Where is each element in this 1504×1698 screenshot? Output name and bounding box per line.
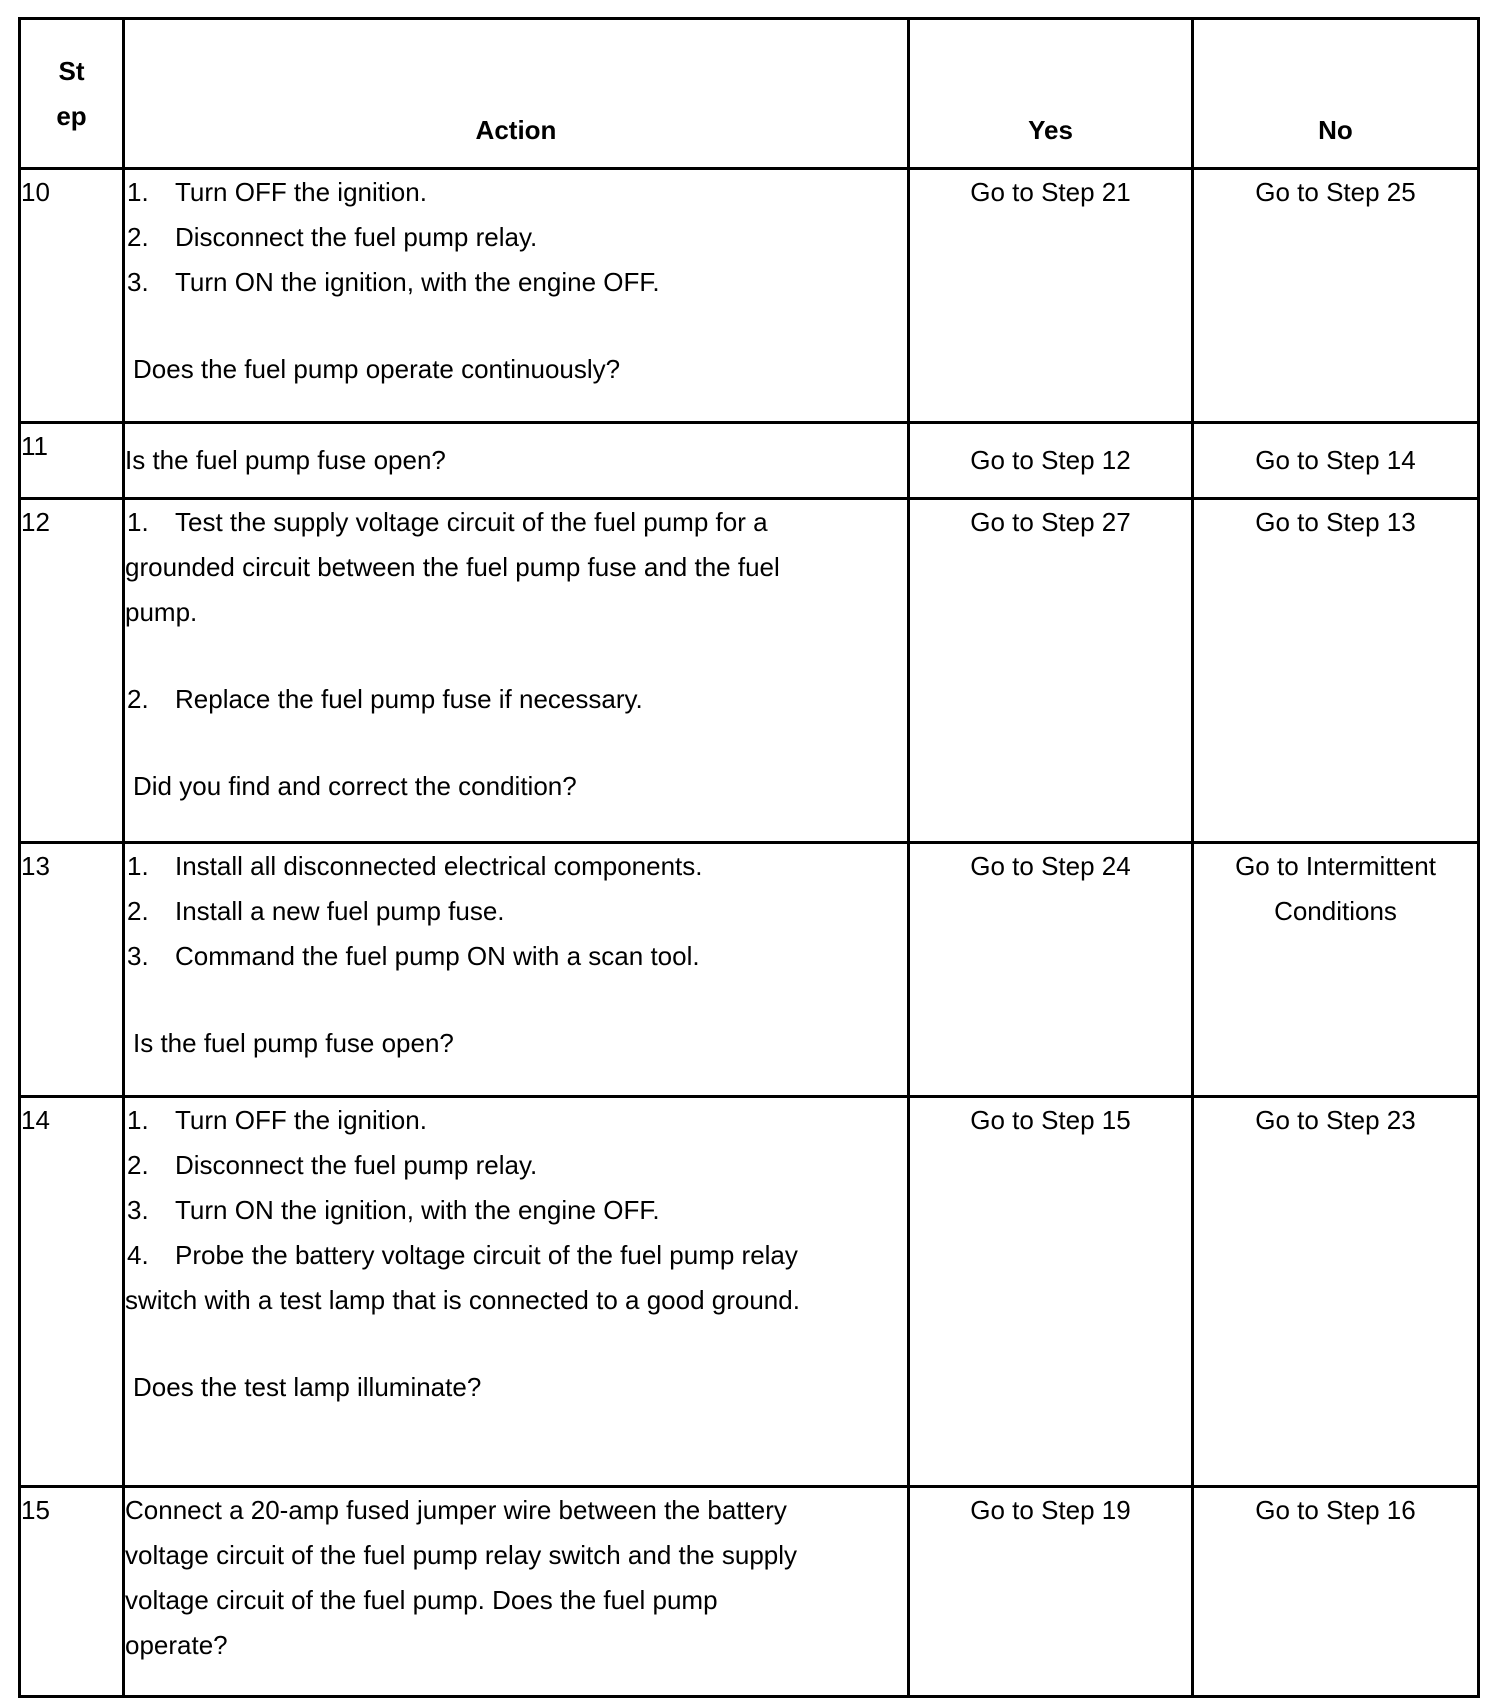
table-row <box>20 1097 1479 1487</box>
action-cell <box>124 499 909 843</box>
list-item: 2. Replace the fuel pump fuse if necessary. <box>127 684 643 714</box>
list-item: 2. Disconnect the fuel pump relay. <box>127 222 538 252</box>
header-step: St ep <box>20 19 124 169</box>
yes-cell: Go to Step 27 <box>909 499 1193 843</box>
header-yes: Yes <box>909 19 1193 169</box>
list-item: 4. Probe the battery voltage circuit of the fuel pump relay switch with a test lamp that is connected to a good ground. <box>125 1240 800 1315</box>
no-cell: Go to Intermittent Conditions <box>1193 843 1479 1097</box>
table-row <box>20 843 1479 1097</box>
table-row <box>20 499 1479 843</box>
yes-cell: Go to Step 19 <box>909 1487 1193 1697</box>
step-number: 11 <box>20 423 124 499</box>
header-no: No <box>1193 19 1479 169</box>
question-text: Does the test lamp illuminate? <box>133 1372 482 1402</box>
action-cell <box>124 1487 909 1697</box>
yes-cell: Go to Step 21 <box>909 169 1193 423</box>
no-cell: Go to Step 16 <box>1193 1487 1479 1697</box>
no-cell: Go to Step 13 <box>1193 499 1479 843</box>
step-number: 13 <box>20 843 124 1097</box>
yes-cell: Go to Step 24 <box>909 843 1193 1097</box>
step-number: 10 <box>20 169 124 423</box>
no-cell: Go to Step 14 <box>1193 423 1479 499</box>
no-cell: Go to Step 25 <box>1193 169 1479 423</box>
header-action: Action <box>124 19 909 169</box>
action-cell <box>124 1097 909 1487</box>
step-number: 12 <box>20 499 124 843</box>
no-cell: Go to Step 23 <box>1193 1097 1479 1487</box>
question-text: Is the fuel pump fuse open? <box>125 445 446 475</box>
table-row <box>20 169 1479 423</box>
question-text: Did you find and correct the condition? <box>133 771 577 801</box>
step-number: 15 <box>20 1487 124 1697</box>
action-cell <box>124 843 909 1097</box>
diagnostic-table <box>18 17 1480 1698</box>
list-item: 2. Install a new fuel pump fuse. <box>127 896 505 926</box>
list-item: 2. Disconnect the fuel pump relay. <box>127 1150 538 1180</box>
header-row <box>20 19 1479 169</box>
yes-cell: Go to Step 15 <box>909 1097 1193 1487</box>
step-number: 14 <box>20 1097 124 1487</box>
list-item: 3. Command the fuel pump ON with a scan tool. <box>127 941 700 971</box>
table-row <box>20 1487 1479 1697</box>
list-item: 1. Turn OFF the ignition. <box>127 1105 427 1135</box>
action-text: Connect a 20-amp fused jumper wire between the battery voltage circuit of the fuel pump relay switch and the supply voltage circuit of the fuel pump. Does the fuel pump operate? <box>125 1495 798 1660</box>
yes-cell: Go to Step 12 <box>909 423 1193 499</box>
list-item: 3. Turn ON the ignition, with the engine OFF. <box>127 1195 660 1225</box>
action-cell <box>124 169 909 423</box>
list-item: 1. Install all disconnected electrical components. <box>127 851 703 881</box>
action-cell <box>124 423 909 499</box>
question-text: Is the fuel pump fuse open? <box>133 1028 454 1058</box>
table-row <box>20 423 1479 499</box>
question-text: Does the fuel pump operate continuously? <box>133 354 621 384</box>
list-item: 3. Turn ON the ignition, with the engine OFF. <box>127 267 660 297</box>
list-item: 1. Test the supply voltage circuit of the fuel pump for a grounded circuit between the fuel pump fuse and the fuel pump. <box>125 507 780 627</box>
list-item: 1. Turn OFF the ignition. <box>127 177 427 207</box>
